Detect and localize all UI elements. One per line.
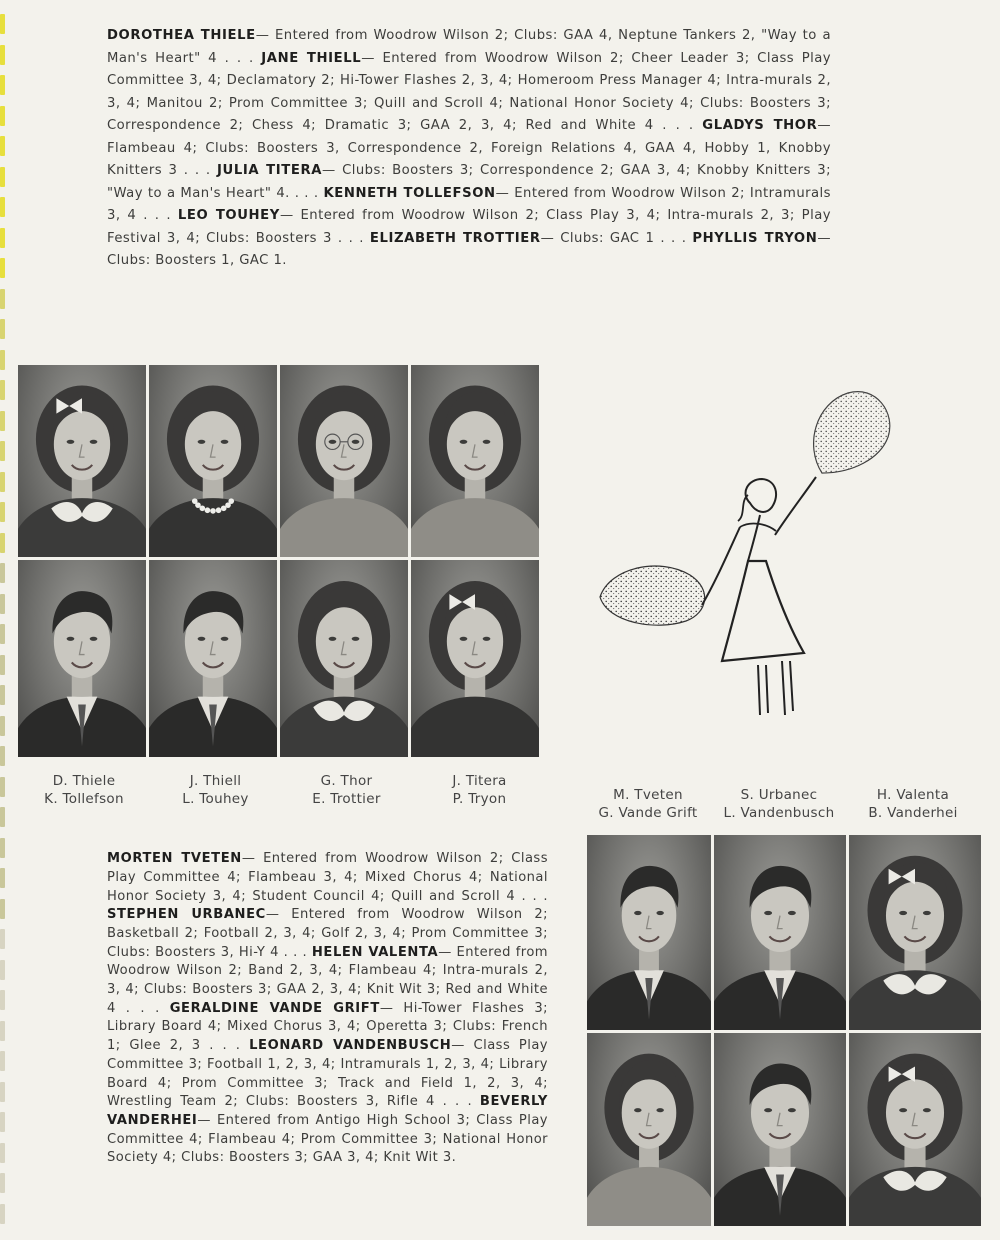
binding-tick: [0, 1204, 5, 1224]
binding-tick: [0, 1143, 5, 1163]
portrait-photo-illustration: [587, 835, 711, 1030]
binding-tick: [0, 1112, 5, 1132]
portrait-photo-illustration: [411, 365, 539, 557]
caption-name: E. Trottier: [312, 791, 381, 807]
binding-tick: [0, 990, 5, 1010]
binding-tick: [0, 350, 5, 370]
portrait-grid-right: [587, 835, 981, 1226]
binding-tick: [0, 594, 5, 614]
student-portrait: [587, 835, 711, 1030]
binding-tick: [0, 197, 5, 217]
binding-tick: [0, 624, 5, 644]
caption-name: J. Thiell: [189, 773, 242, 789]
binding-tick: [0, 807, 5, 827]
binding-tick: [0, 106, 5, 126]
student-activities: — Entered from Woodrow Wilson 2; Intramurals 3, 4 . . .: [107, 185, 831, 224]
student-name: LEONARD VANDENBUSCH: [249, 1038, 452, 1054]
binding-tick: [0, 167, 5, 187]
portrait-grid-left: [18, 365, 545, 757]
student-activities: — Entered from Woodrow Wilson 2; Class Play 3, 4; Intra-murals 2, 3; Play Festival 3, 4; Clubs: Boosters 3 . . .: [107, 208, 831, 246]
student-portrait: [714, 835, 846, 1030]
caption-name: L. Touhey: [182, 791, 249, 807]
portrait-photo-illustration: [149, 365, 277, 557]
biography-paragraph-bottom: [107, 850, 548, 1168]
portrait-photo-illustration: [411, 560, 539, 757]
binding-tick: [0, 716, 5, 736]
binding-tick: [0, 746, 5, 766]
binding-tick: [0, 1173, 5, 1193]
portrait-photo-illustration: [714, 835, 846, 1030]
student-activities: — Clubs: GAC 1 . . .: [540, 230, 693, 246]
caption-name: H. Valenta: [876, 787, 950, 803]
binding-tick: [0, 1021, 5, 1041]
student-activities: — Entered from Woodrow Wilson 2; Clubs: GAA 4, Neptune Tankers 2, "Way to a Man's Heart" 4 . . .: [107, 28, 831, 66]
student-activities: — Entered from Antigo High School 3; Class Play Committee 4; Flambeau 4; Prom Committee 3; National Honor Society 4; Clubs: Boosters 3; GAA 3, 4; Knit Wit 3.: [107, 1112, 548, 1166]
student-name: JULIA TITERA: [217, 163, 323, 179]
student-activities: — Clubs: Boosters 1, GAC 1.: [107, 230, 832, 269]
binding-tick: [0, 411, 5, 431]
caption-name: L. Vandenbusch: [723, 805, 835, 821]
binding-tick: [0, 868, 5, 888]
student-name: ELIZABETH TROTTIER: [369, 230, 541, 246]
binding-tick: [0, 685, 5, 705]
portrait-photo-illustration: [849, 1033, 981, 1226]
student-name: DOROTHEA THIELE: [107, 28, 256, 44]
student-name: MORTEN TVETEN: [107, 851, 242, 867]
student-portrait: [18, 560, 146, 757]
student-portrait: [714, 1033, 846, 1226]
student-portrait: [411, 560, 539, 757]
caption-column: [18, 772, 150, 808]
caption-name: K. Tollefson: [44, 791, 124, 807]
portrait-photo-illustration: [149, 560, 277, 757]
caption-column: [414, 772, 545, 808]
caption-column: [585, 786, 711, 822]
student-activities: — Entered from Woodrow Wilson 2; Cheer Leader 3; Class Play Committee 3, 4; Declamatory 2; Hi-Tower Flashes 2, 3, 4; Homeroom Press Manager 4; Intra-murals 2, 3, 4; Manitou 2; Prom Committee 3; Quill and Scroll 4; National Honor Society 4; Clubs: Boosters 3; Correspondence 2; Chess 4; Dramatic 3; GAA 2, 3, 4; Red and White 4 . . .: [107, 50, 831, 134]
binding-tick: [0, 45, 5, 65]
student-name: GLADYS THOR: [702, 118, 818, 134]
student-activities: — Entered from Woodrow Wilson 2; Class Play Committee 4; Flambeau 3, 4; Mixed Chorus 4; National Honor Society 3, 4; Student Council 4; Quill and Scroll 4 . . .: [107, 851, 548, 904]
student-activities: — Flambeau 4; Clubs: Boosters 3, Correspondence 2, Foreign Relations 4, GAA 4, Hobby 1, Knobby Knitters 3 . . .: [107, 118, 832, 179]
student-name: HELEN VALENTA: [311, 944, 439, 960]
student-name: STEPHEN URBANEC: [107, 907, 266, 923]
caption-name: S. Urbanec: [740, 787, 818, 803]
student-portrait: [411, 365, 539, 557]
binding-tick: [0, 563, 5, 583]
caption-name: M. Tveten: [613, 787, 683, 803]
caption-column: [150, 772, 281, 808]
binding-tick: [0, 838, 5, 858]
caption-column: [281, 772, 412, 808]
student-name: GERALDINE VANDE GRIFT: [169, 1000, 380, 1016]
caption-column: [712, 786, 846, 822]
binding-tick: [0, 960, 5, 980]
binding-tick: [0, 1051, 5, 1071]
portrait-photo-illustration: [280, 365, 408, 557]
student-portrait: [149, 560, 277, 757]
student-portrait: [18, 365, 146, 557]
student-name: KENNETH TOLLEFSON: [323, 185, 496, 201]
student-activities: — Entered from Woodrow Wilson 2; Basketball 2; Football 2, 3, 4; Golf 2, 3, 4; Prom Committee 3; Clubs: Boosters 3, Hi-Y 4 . . .: [107, 907, 548, 960]
binding-tick: [0, 502, 5, 522]
biography-paragraph-top: [107, 25, 831, 273]
student-portrait: [587, 1033, 711, 1226]
student-name: JANE THIELL: [261, 50, 362, 66]
student-portrait: [280, 365, 408, 557]
binding-tick: [0, 380, 5, 400]
binding-tick: [0, 777, 5, 797]
caption-name: B. Vanderhei: [868, 805, 958, 821]
binding-tick: [0, 441, 5, 461]
student-activities: — Entered from Woodrow Wilson 2; Band 2, 3, 4; Flambeau 4; Intra-murals 2, 3, 4; Clubs: Boosters 3; GAA 2, 3, 4; Knit Wit 3; Red and White 4 . . .: [107, 944, 548, 1016]
binding-tick: [0, 14, 5, 34]
caption-name: P. Tryon: [452, 791, 507, 807]
binding-tick: [0, 228, 5, 248]
binding-margin: [0, 0, 10, 1240]
binding-tick: [0, 289, 5, 309]
binding-tick: [0, 1082, 5, 1102]
cheerleader-sketch-illustration: [590, 385, 910, 730]
binding-tick: [0, 258, 5, 278]
student-name: LEO TOUHEY: [177, 208, 280, 224]
portrait-photo-illustration: [849, 835, 981, 1030]
student-activities: — Clubs: Boosters 3; Correspondence 2; GAA 3, 4; Knobby Knitters 3; "Way to a Man's Heart" 4. . . .: [107, 163, 831, 201]
portrait-photo-illustration: [714, 1033, 846, 1226]
caption-column: [846, 786, 980, 822]
student-portrait: [849, 835, 981, 1030]
portrait-photo-illustration: [18, 560, 146, 757]
student-portrait: [849, 1033, 981, 1226]
student-activities: — Class Play Committee 3; Football 1, 2, 3, 4; Intramurals 1, 2, 3, 4; Library Board 4; Prom Committee 3; Track and Field 1, 2, 3, 4; Wrestling Team 2; Clubs: Boosters 3, Rifle 4 . . .: [107, 1038, 548, 1110]
student-name: BEVERLY VANDERHEI: [107, 1094, 548, 1128]
portrait-photo-illustration: [280, 560, 408, 757]
portrait-photo-illustration: [587, 1033, 711, 1226]
binding-tick: [0, 472, 5, 492]
binding-tick: [0, 899, 5, 919]
binding-tick: [0, 75, 5, 95]
portrait-photo-illustration: [18, 365, 146, 557]
student-name: PHYLLIS TRYON: [692, 230, 818, 246]
caption-name: G. Thor: [320, 773, 373, 789]
binding-tick: [0, 655, 5, 675]
binding-tick: [0, 929, 5, 949]
binding-tick: [0, 319, 5, 339]
caption-name: J. Titera: [452, 773, 507, 789]
student-portrait: [149, 365, 277, 557]
caption-name: D. Thiele: [52, 773, 116, 789]
binding-tick: [0, 136, 5, 156]
caption-name: G. Vande Grift: [598, 805, 698, 821]
student-portrait: [280, 560, 408, 757]
student-activities: — Hi-Tower Flashes 3; Library Board 4; Mixed Chorus 3, 4; Operetta 3; Clubs: French 1; Glee 2, 3 . . .: [107, 1000, 548, 1054]
binding-tick: [0, 533, 5, 553]
